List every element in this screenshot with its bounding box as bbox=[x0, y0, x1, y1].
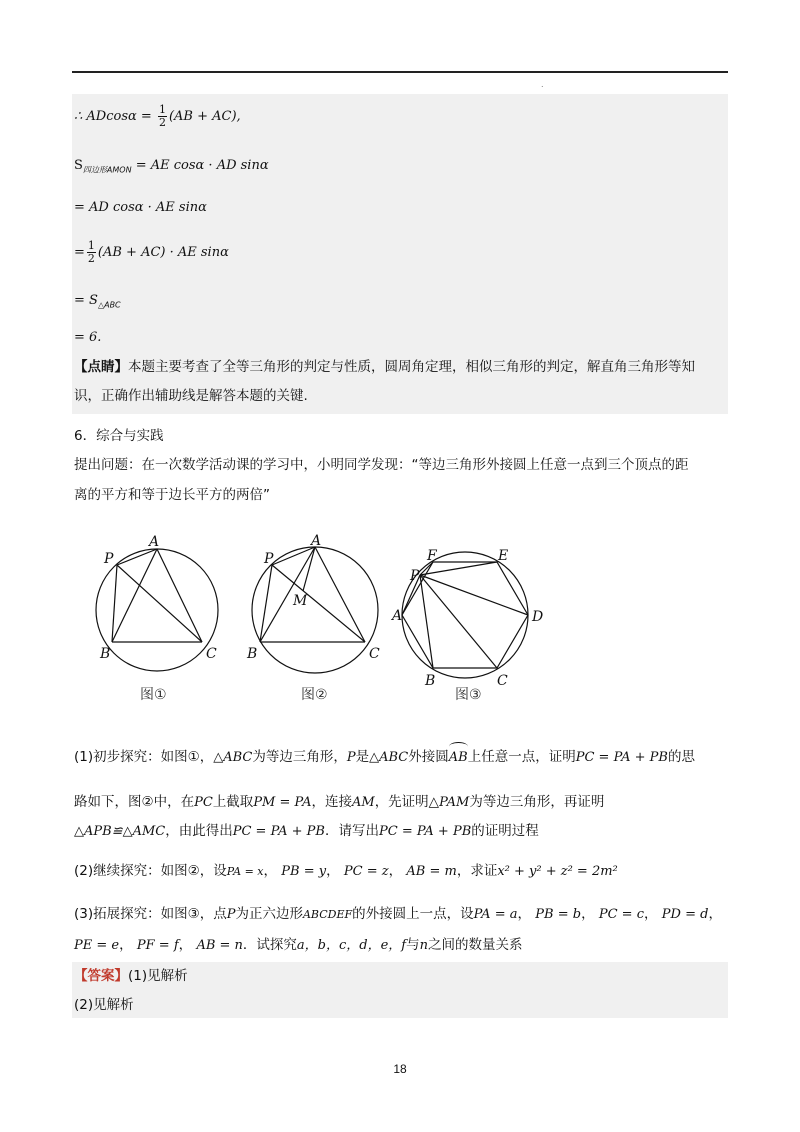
part3-line-2: PE = e， PF = f， AB = n．试探究a，b，c，d，e，f与n之间的数量关系 bbox=[74, 937, 523, 953]
fig2-label-a: A bbox=[311, 533, 322, 549]
part1-line-3: △APB≌△AMC，由此得出PC = PA + PB．请写出PC = PA + PB的证明过程 bbox=[74, 823, 539, 839]
fig1-caption: 图① bbox=[140, 687, 167, 703]
fig3-caption: 图③ bbox=[455, 687, 482, 703]
answer-line-2: (2)见解析 bbox=[74, 997, 134, 1013]
problem-intro-1: 提出问题：在一次数学活动课的学习中，小明同学发现：“等边三角形外接圆上任意一点到三个顶点的距 bbox=[74, 457, 689, 473]
fig3-label-p: P bbox=[410, 568, 420, 584]
figure-1 bbox=[96, 549, 218, 671]
geometry-figures bbox=[0, 525, 800, 725]
fig3-label-f: F bbox=[427, 548, 437, 564]
header-rule bbox=[72, 71, 728, 73]
proof-line-6: = 6. bbox=[74, 330, 102, 345]
proof-line-4: = $\frac{1}{2}$ (AB + AC) · AE sinα bbox=[74, 239, 229, 265]
fig3-label-a: A bbox=[392, 608, 403, 624]
fig2-label-c: C bbox=[369, 646, 380, 662]
fig1-label-b: B bbox=[100, 646, 111, 662]
part1-line-2: 路如下，图②中，在PC上截取PM = PA，连接AM，先证明△PAM为等边三角形，再证明 bbox=[74, 794, 605, 810]
fig1-label-p: P bbox=[104, 551, 114, 567]
fig3-label-e: E bbox=[498, 548, 509, 564]
page-number: 18 bbox=[393, 1062, 407, 1076]
fig2-caption: 图② bbox=[301, 687, 328, 703]
fig3-label-b: B bbox=[425, 673, 436, 689]
fig1-label-a: A bbox=[149, 534, 160, 550]
part3-line-1: (3)拓展探究：如图③，点P为正六边形ABCDEF的外接圆上一点，设PA = a， PB = b， PC = c， PD = d， bbox=[74, 906, 722, 922]
proof-line-1: ∴ ADcosα = $\frac{1}{2}$ (AB + AC), bbox=[74, 103, 241, 129]
proof-line-3: = AD cosα · AE sinα bbox=[74, 200, 207, 215]
comment-line-1: 【点睛】本题主要考查了全等三角形的判定与性质，圆周角定理，相似三角形的判定，解直角三角形等知 bbox=[74, 359, 695, 375]
part2-line: (2)继续探究：如图②，设PA = x， PB = y， PC = z， AB = m，求证x² + y² + z² = 2m² bbox=[74, 863, 618, 879]
fig2-label-p: P bbox=[264, 551, 274, 567]
answer-line-1: 【答案】(1)见解析 bbox=[74, 968, 188, 984]
fig1-label-c: C bbox=[206, 646, 217, 662]
fig2-label-m: M bbox=[293, 593, 308, 609]
fig2-label-b: B bbox=[247, 646, 258, 662]
problem-title: 6．综合与实践 bbox=[74, 428, 164, 444]
part1-line-1: (1)初步探究：如图①，△ABC为等边三角形，P是△ABC外接圆AB上任意一点，证明PC = PA + PB的思 bbox=[74, 746, 695, 769]
fig3-label-d: D bbox=[532, 609, 544, 625]
comment-line-2: 识，正确作出辅助线是解答本题的关键. bbox=[74, 388, 308, 404]
header-mark: . bbox=[541, 80, 544, 89]
proof-line-5: = $S_{\triangle ABC}$ bbox=[74, 293, 121, 310]
problem-intro-2: 离的平方和等于边长平方的两倍” bbox=[74, 487, 270, 503]
proof-line-2: $S_{四边形AMON}$ = AE cosα · AD sinα bbox=[74, 158, 269, 175]
fig3-label-c: C bbox=[497, 673, 508, 689]
figure-3 bbox=[402, 552, 528, 678]
